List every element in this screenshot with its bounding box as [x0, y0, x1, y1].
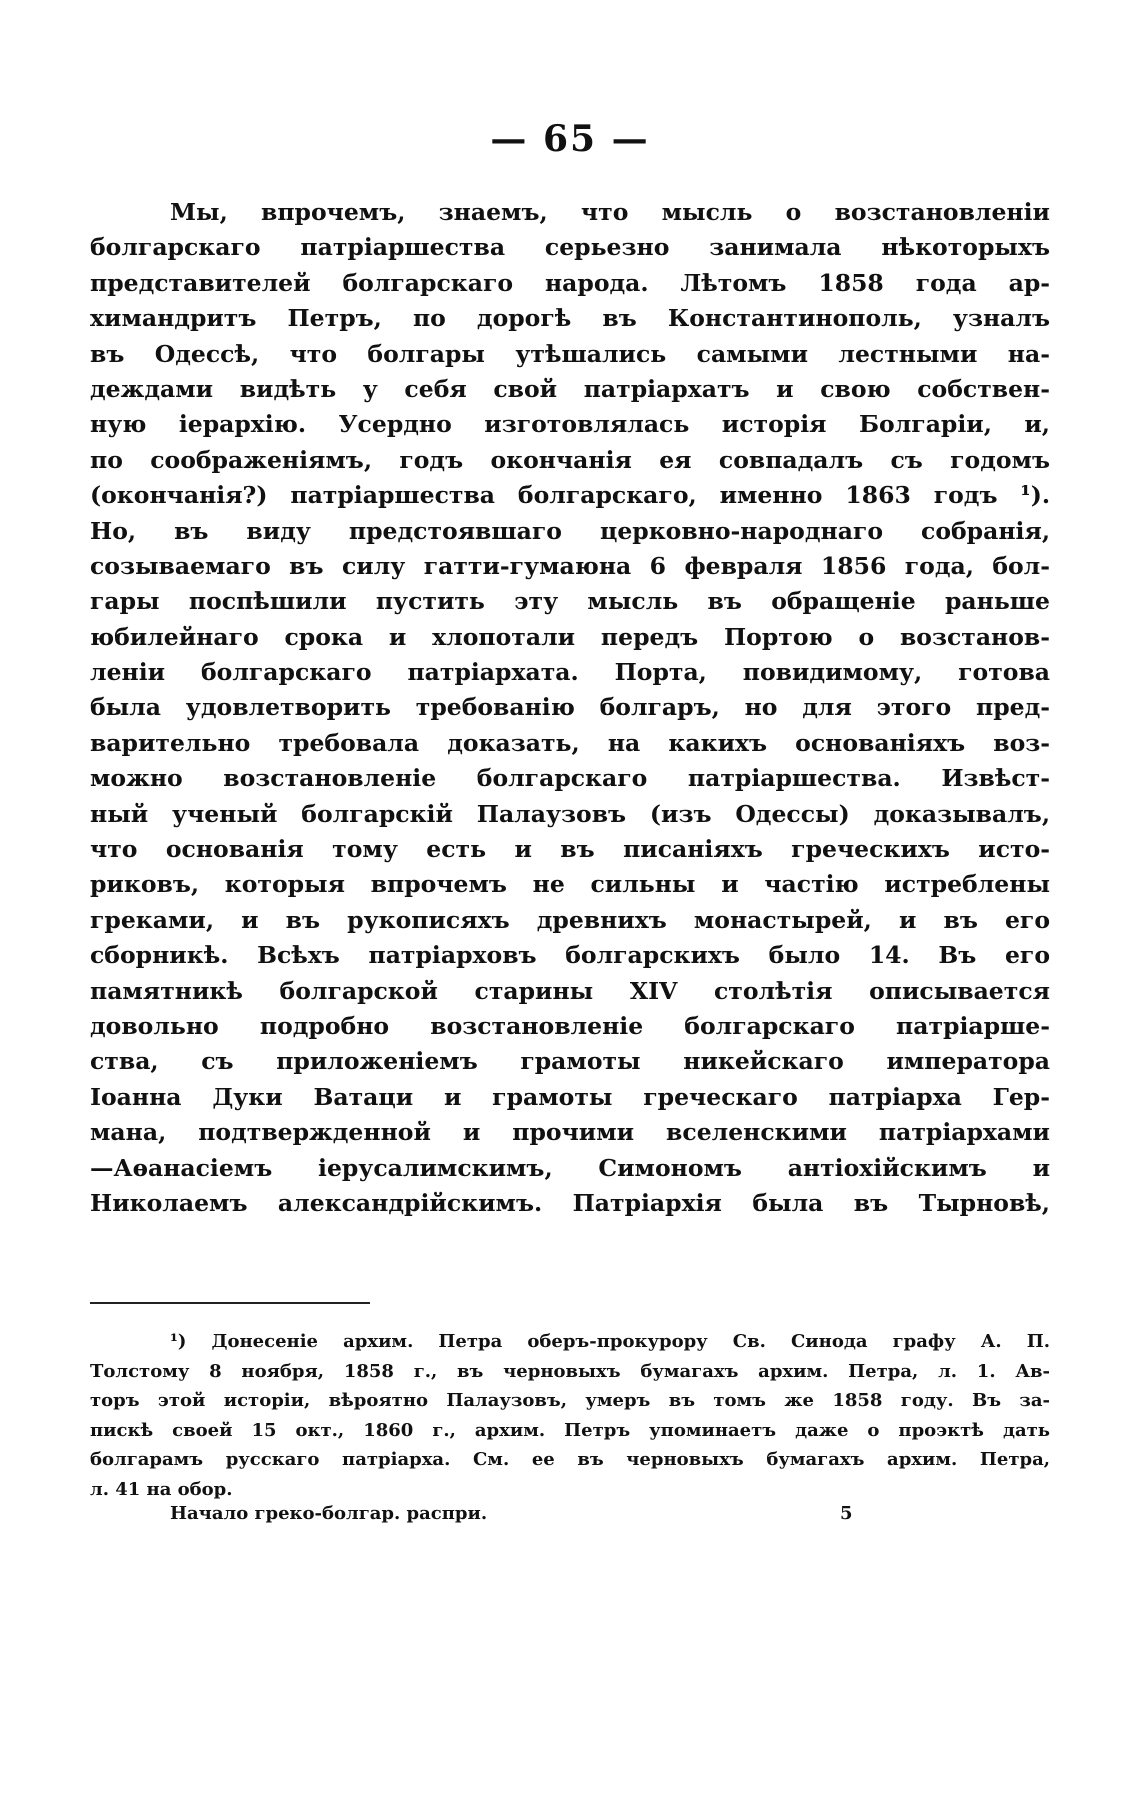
- text-line: созываемаго въ силу гатти-гумаюна 6 февраля 1856 года, бол-: [90, 551, 1050, 580]
- text-line: ную іерархію. Усердно изготовлялась исторія Болгаріи, и,: [90, 410, 1050, 439]
- footnotes: [90, 1327, 1050, 1504]
- text-line: Но, въ виду предстоявшаго церковно-народнаго собранія,: [90, 516, 1050, 545]
- text-line: по соображеніямъ, годъ окончанія ея совпадалъ съ годомъ: [90, 445, 1050, 474]
- footnote-line: л. 41 на обор.: [90, 1478, 233, 1500]
- text-line: довольно подробно возстановленіе болгарскаго патріарше-: [90, 1011, 1050, 1040]
- text-line: деждами видѣть у себя свой патріархатъ и свою собствен-: [90, 374, 1050, 403]
- text-line: памятникѣ болгарской старины XIV столѣтія описывается: [90, 976, 1050, 1005]
- text-line: въ Одессѣ, что болгары утѣшались самыми лестными на-: [90, 339, 1050, 368]
- text-line: мана, подтвержденной и прочими вселенскими патріархами: [90, 1118, 1050, 1147]
- signature-title: Начало греко-болгар. распри.: [170, 1503, 488, 1524]
- footnote-line: Толстому 8 ноября, 1858 г., въ черновыхъ бумагахъ архим. Петра, л. 1. Ав-: [90, 1360, 1050, 1382]
- text-line: Николаемъ александрійскимъ. Патріархія была въ Тырновѣ,: [90, 1188, 1050, 1217]
- text-line: сборникѣ. Всѣхъ патріарховъ болгарскихъ было 14. Въ его: [90, 941, 1050, 970]
- text-line: была удовлетворить требованію болгаръ, но для этого пред-: [90, 693, 1050, 722]
- text-line: греками, и въ рукописяхъ древнихъ монастырей, и въ его: [90, 905, 1050, 934]
- text-line: риковъ, которыя впрочемъ не сильны и частію истреблены: [90, 870, 1050, 899]
- text-line: варительно требовала доказать, на какихъ основаніяхъ воз-: [90, 728, 1050, 757]
- text-line: что основанія тому есть и въ писаніяхъ греческихъ исто-: [90, 835, 1050, 864]
- text-line: гары поспѣшили пустить эту мысль въ обращеніе раньше: [90, 587, 1050, 616]
- signature-sheet-number: 5: [840, 1503, 853, 1524]
- text-line: представителей болгарскаго народа. Лѣтомъ 1858 года ар-: [90, 268, 1050, 297]
- text-line: можно возстановленіе болгарскаго патріаршества. Извѣст-: [90, 764, 1050, 793]
- text-line: —Аѳанасіемъ іерусалимскимъ, Симономъ антіохійскимъ и: [90, 1153, 1050, 1182]
- text-line: леніи болгарскаго патріархата. Порта, повидимому, готова: [90, 658, 1050, 687]
- page-number: — 65 —: [490, 118, 650, 160]
- text-line: Іоанна Дуки Ватаци и грамоты греческаго патріарха Гер-: [90, 1082, 1050, 1111]
- footnote-line: пискѣ своей 15 окт., 1860 г., архим. Петръ упоминаетъ даже о проэктѣ дать: [90, 1419, 1050, 1441]
- main-text: [90, 195, 1050, 1221]
- text-line: болгарскаго патріаршества серьезно занимала нѣкоторыхъ: [90, 233, 1050, 262]
- text-line: химандритъ Петръ, по дорогѣ въ Константинополь, узналъ: [90, 304, 1050, 333]
- text-line: юбилейнаго срока и хлопотали передъ Портою о возстанов-: [90, 622, 1050, 651]
- footnote-line: болгарамъ русскаго патріарха. См. ее въ черновыхъ бумагахъ архим. Петра,: [90, 1449, 1050, 1470]
- text-line: ства, съ приложеніемъ грамоты никейскаго императора: [90, 1047, 1050, 1076]
- footnote-line: торъ этой исторіи, вѣроятно Палаузовъ, умеръ въ томъ же 1858 году. Въ за-: [90, 1390, 1050, 1411]
- footnote-line: ¹) Донесеніе архим. Петра оберъ-прокурору Св. Синода графу А. П.: [170, 1331, 1050, 1352]
- text-line: (окончанія?) патріаршества болгарскаго, именно 1863 годъ ¹).: [90, 481, 1050, 510]
- text-line: Мы, впрочемъ, знаемъ, что мысль о возстановленіи: [170, 198, 1050, 226]
- text-line: ный ученый болгарскій Палаузовъ (изъ Одессы) доказывалъ,: [90, 799, 1050, 828]
- footnote-divider: [90, 1302, 370, 1304]
